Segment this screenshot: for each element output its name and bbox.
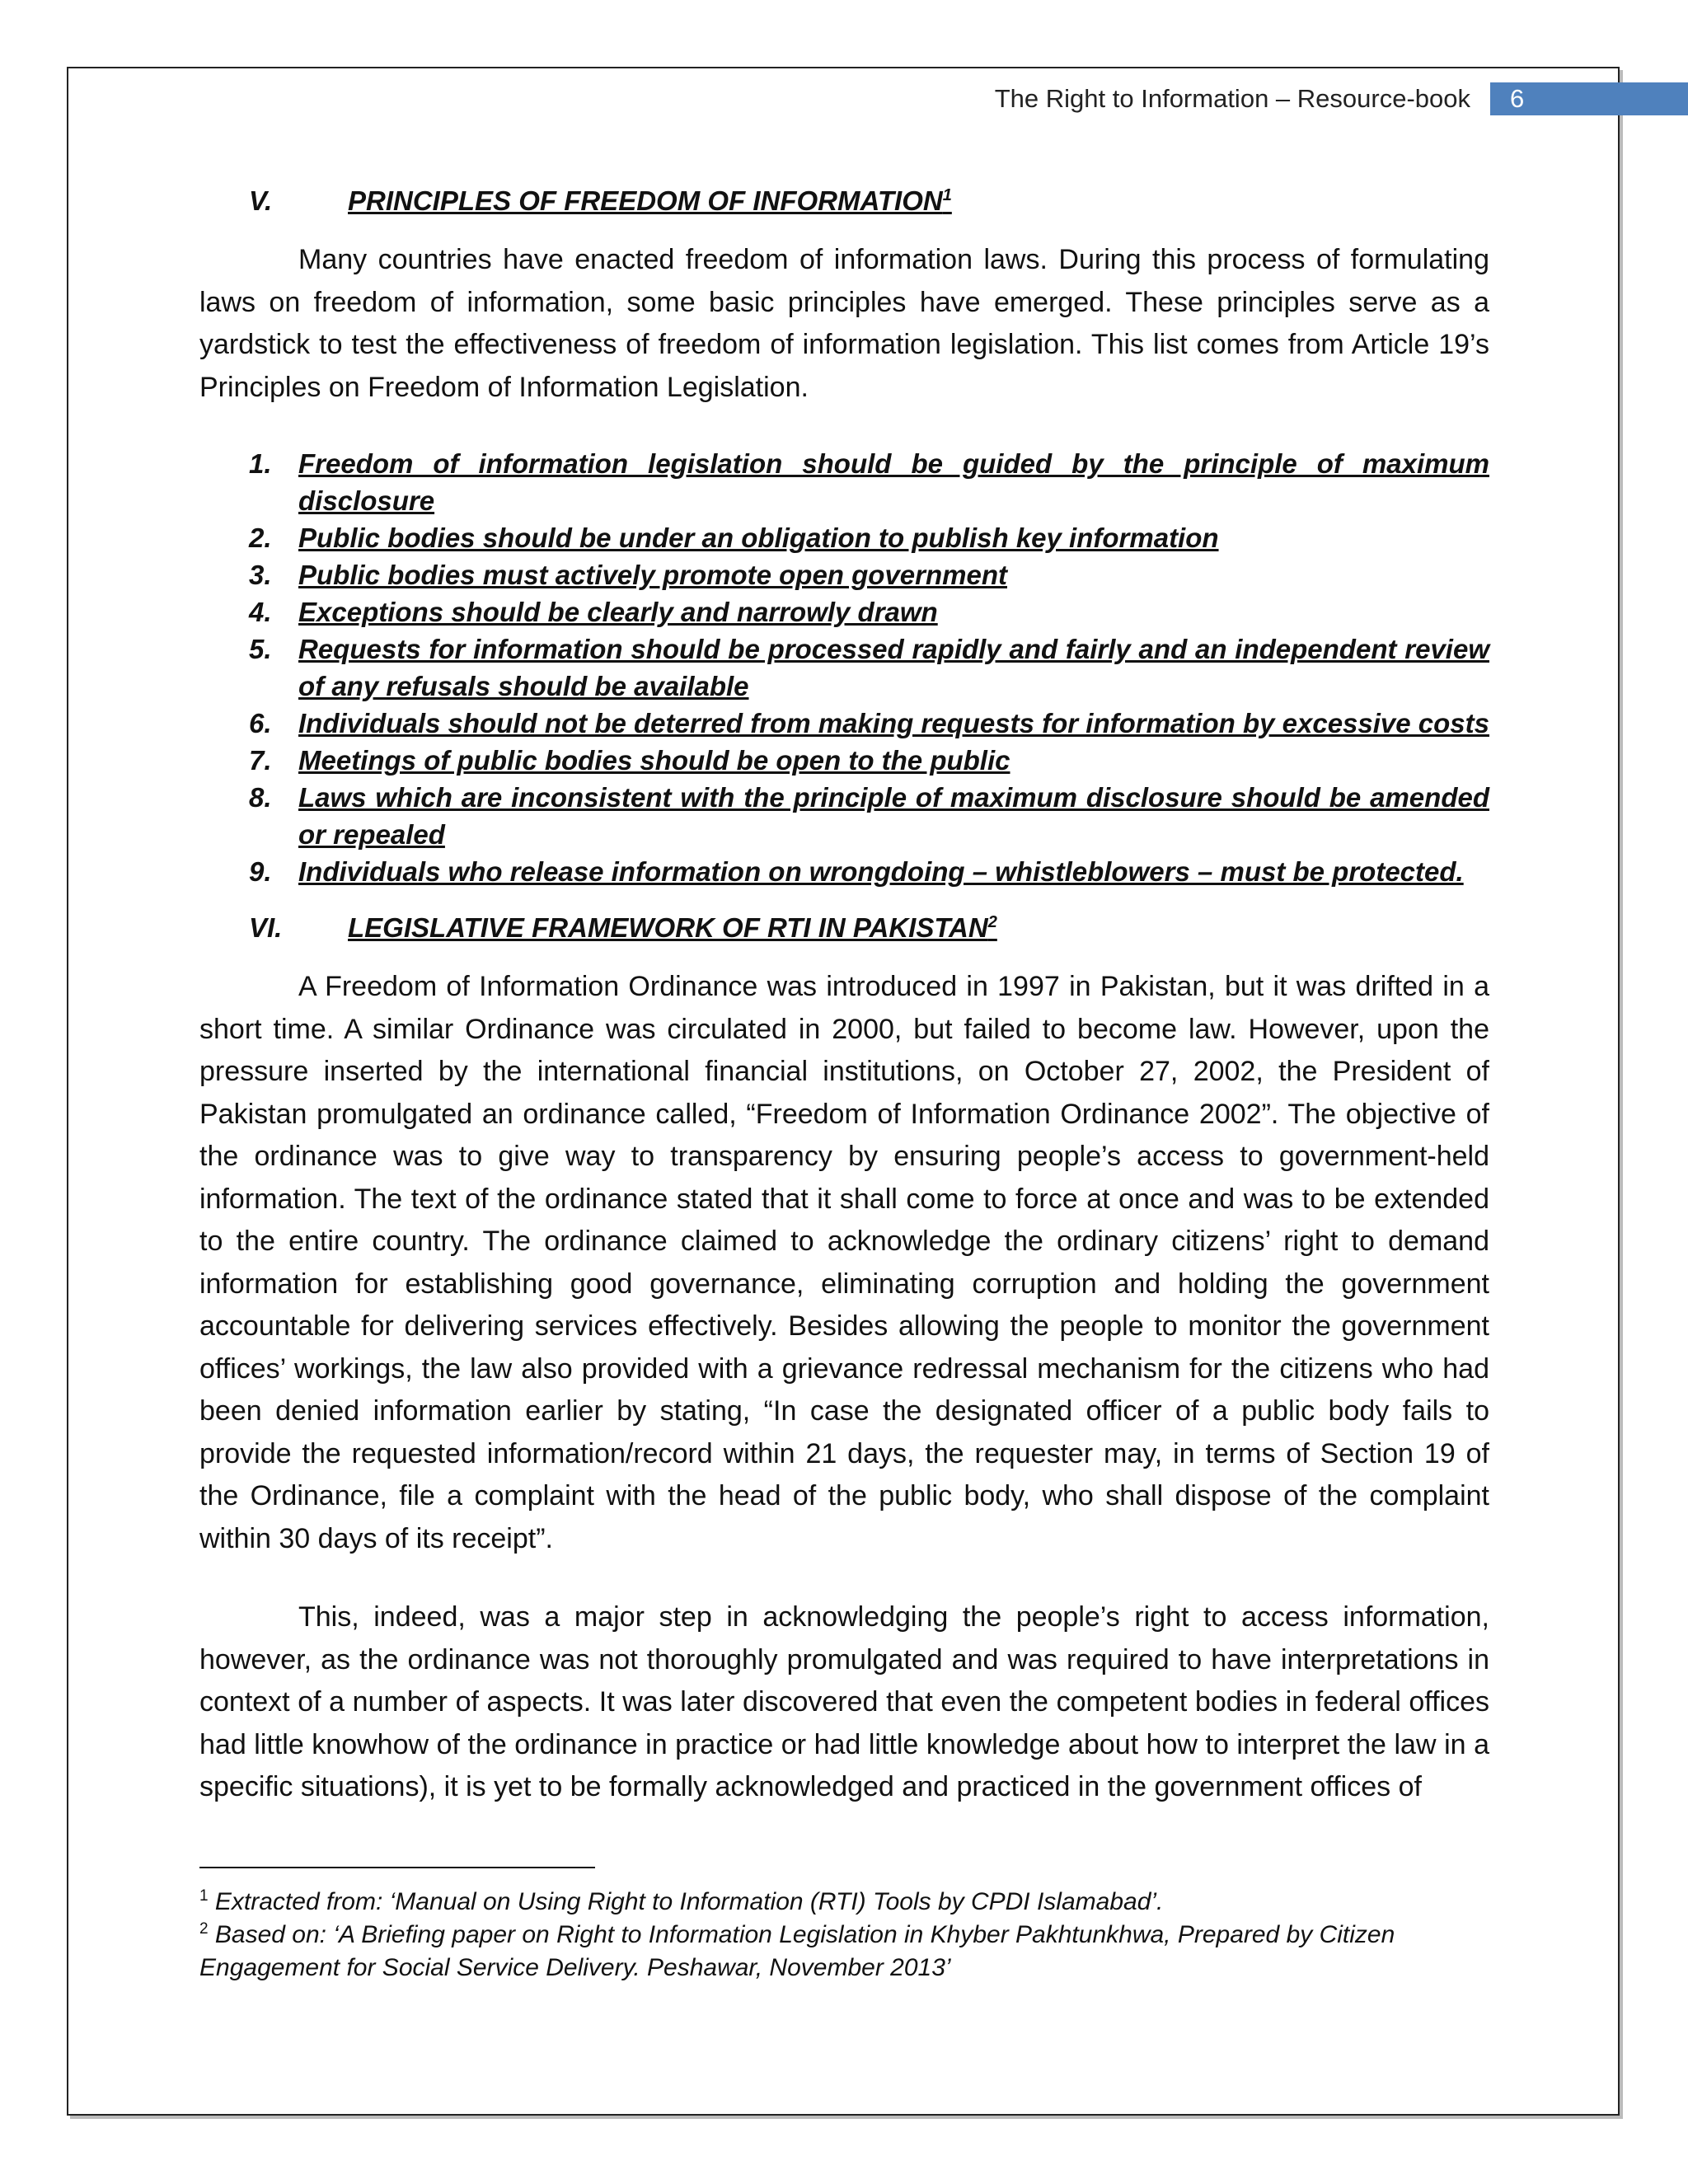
list-item xyxy=(199,593,1489,630)
list-text: Freedom of information legislation should be guided by the principle of maximum disclosure xyxy=(298,448,1489,516)
section-title-text: PRINCIPLES OF FREEDOM OF INFORMATION xyxy=(348,185,943,216)
list-text: Individuals who release information on wrongdoing – whistleblowers – must be protected. xyxy=(298,856,1464,887)
section-number: V. xyxy=(249,185,273,216)
list-item xyxy=(199,519,1489,556)
list-number: 1. xyxy=(249,448,272,479)
list-text: Exceptions should be clearly and narrowly drawn xyxy=(298,597,938,627)
running-header: The Right to Information – Resource-book xyxy=(994,84,1470,113)
list-item xyxy=(199,779,1489,853)
page-content xyxy=(199,181,1489,1809)
list-number: 2. xyxy=(249,523,272,553)
section-heading-vi xyxy=(199,908,1489,948)
footnote-ref: 2 xyxy=(987,913,997,931)
list-text: Individuals should not be deterred from making requests for information by excessive costs xyxy=(298,708,1490,738)
list-item xyxy=(199,630,1489,705)
page-number: 6 xyxy=(1490,82,1688,115)
list-text: Meetings of public bodies should be open to the public xyxy=(298,745,1010,776)
section-title xyxy=(348,908,997,948)
list-item xyxy=(199,705,1489,742)
list-number: 4. xyxy=(249,597,272,627)
principles-list xyxy=(199,445,1489,890)
list-number: 5. xyxy=(249,634,272,664)
section-v-intro: Many countries have enacted freedom of information laws. During this process of formulating laws on freedom of information, some basic principles have emerged. These principles serve as a yardstick to test the effectiveness of freedom of information legislation. This list comes from Article 19’s Principles on Freedom of Information Legislation. xyxy=(199,244,1489,403)
footnote-ref: 1 xyxy=(942,186,952,204)
footnote-marker: 2 xyxy=(199,1920,209,1938)
footnote-marker: 1 xyxy=(199,1887,209,1905)
list-item xyxy=(199,853,1489,890)
list-item xyxy=(199,556,1489,593)
list-item xyxy=(199,445,1489,519)
footnote-divider xyxy=(199,1867,595,1868)
footnote-2 xyxy=(199,1919,1489,1985)
section-vi-paragraph-2: This, indeed, was a major step in acknowledging the people’s right to access information, however, as the ordinance was not thoroughly promulgated and was required to have interpretations in context of a number of aspects. It was later discovered that even the competent bodies in federal offices had little knowhow of the ordinance in practice or had little knowledge about how to interpret the law in a specific situations), it is yet to be formally acknowledged and practiced in the government offices of xyxy=(199,1601,1489,1802)
list-item xyxy=(199,742,1489,779)
footnote-text: Extracted from: ‘Manual on Using Right to Information (RTI) Tools by CPDI Islamabad’. xyxy=(208,1888,1164,1915)
footnote-text: Based on: ‘A Briefing paper on Right to Information Legislation in Khyber Pakhtunkhwa, Prepared by Citizen Engagement for Social Service Delivery. Peshawar, November 2013’ xyxy=(199,1921,1395,1981)
section-title xyxy=(348,181,952,221)
section-number: VI. xyxy=(249,912,283,943)
footnote-1 xyxy=(199,1886,1489,1919)
list-number: 7. xyxy=(249,745,272,776)
list-number: 9. xyxy=(249,856,272,887)
list-text: Laws which are inconsistent with the principle of maximum disclosure should be amended or repealed xyxy=(298,782,1489,850)
footnotes xyxy=(199,1886,1489,1985)
list-text: Public bodies should be under an obligation to publish key information xyxy=(298,523,1219,553)
list-number: 3. xyxy=(249,560,272,590)
section-title-text: LEGISLATIVE FRAMEWORK OF RTI IN PAKISTAN xyxy=(348,912,988,943)
list-text: Requests for information should be processed rapidly and fairly and an independent review of any refusals should be available xyxy=(298,634,1489,701)
list-number: 8. xyxy=(249,782,272,813)
section-vi-paragraph-1: A Freedom of Information Ordinance was introduced in 1997 in Pakistan, but it was drifted in a short time. A similar Ordinance was circulated in 2000, but failed to become law. However, upon the pressure inserted by the international financial institutions, on October 27, 2002, the President of Pakistan promulgated an ordinance called, “Freedom of Information Ordinance 2002”. The objective of the ordinance was to give way to transparency by ensuring people’s access to government-held information. The text of the ordinance stated that it shall come to force at once and was to be extended to the entire country. The ordinance claimed to acknowledge the ordinary citizens’ right to demand information for establishing good governance, eliminating corruption and holding the government accountable for delivering services effectively. Besides allowing the people to monitor the government offices’ workings, the law also provided with a grievance redressal mechanism for the citizens who had been denied information earlier by stating, “In case the designated officer of a public body fails to provide the requested information/record within 21 days, the requester may, in terms of Section 19 of the Ordinance, file a complaint with the head of the public body, who shall dispose of the complaint within 30 days of its receipt”. xyxy=(199,971,1489,1554)
section-heading-v xyxy=(199,181,1489,221)
list-text: Public bodies must actively promote open government xyxy=(298,560,1007,590)
list-number: 6. xyxy=(249,708,272,738)
